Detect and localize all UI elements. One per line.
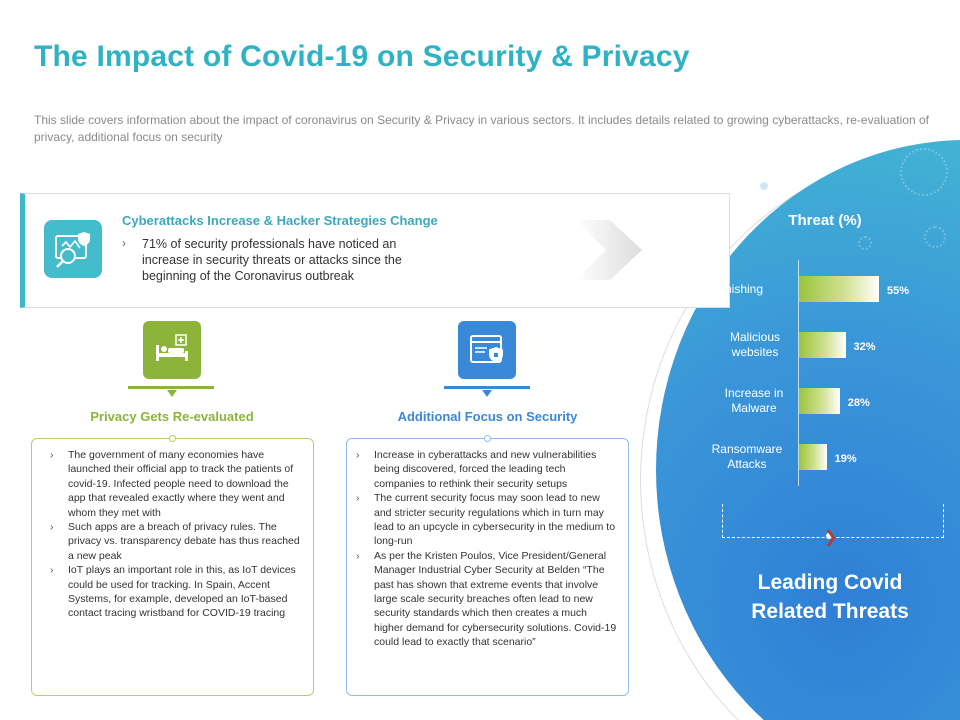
arrow-right-icon: ❯ bbox=[824, 529, 838, 546]
list-item: › The government of many economies have launched their official app to track the patients of covid-19. Infected people need to download the app that revealed exactly where they went and whom they met with bbox=[50, 448, 300, 520]
bar-value-label: 55% bbox=[887, 285, 910, 297]
bar-value-label: 19% bbox=[834, 453, 857, 465]
triangle-down-icon bbox=[167, 390, 177, 397]
virus-icon bbox=[900, 148, 948, 196]
privacy-title: Privacy Gets Re-evaluated bbox=[90, 409, 254, 424]
bar-label: Malicious websites bbox=[729, 330, 780, 359]
bar-value-label: 28% bbox=[847, 397, 870, 409]
security-divider bbox=[444, 386, 530, 389]
list-item: › Such apps are a breach of privacy rules. The privacy vs. transparency debate has thus reached a new peak bbox=[50, 520, 300, 563]
list-item: › The current security focus may soon lead to new and stricter security regulations which in turn may lead to an upcycle in cybersecurity in the medium to long-run bbox=[356, 491, 618, 549]
card-title: Cyberattacks Increase & Hacker Strategies Change bbox=[122, 213, 438, 228]
list-item: › Increase in cyberattacks and new vulnerabilities being discovered, forced the leading tech companies to rethink their security setups bbox=[356, 448, 618, 491]
browser-lock-icon bbox=[458, 321, 516, 379]
page-title: The Impact of Covid-19 on Security & Privacy bbox=[34, 40, 690, 73]
box-dot bbox=[484, 435, 491, 442]
virus-icon bbox=[858, 236, 872, 250]
security-title: Additional Focus on Security bbox=[397, 409, 578, 424]
privacy-divider bbox=[128, 386, 214, 389]
bar bbox=[799, 276, 879, 302]
bar-label: Ransomware Attacks bbox=[711, 442, 783, 471]
arc-dot bbox=[760, 182, 768, 190]
bar bbox=[799, 332, 846, 358]
bar-value-label: 32% bbox=[853, 341, 876, 353]
hospital-bed-icon bbox=[143, 321, 201, 379]
bar bbox=[799, 444, 827, 470]
page-description: This slide covers information about the impact of coronavirus on Security & Privacy in various sectors. It includes details related to growing cyberattacks, re-evaluation of privacy, additional focus on security bbox=[34, 113, 929, 144]
security-scan-icon bbox=[44, 220, 102, 278]
bar-label: Phishing bbox=[716, 281, 764, 296]
list-item: › As per the Kristen Poulos, Vice President/General Manager Industrial Cyber Security at Belden “The past has shown that extreme events that involve large scale security breaches often lead to new security standards which then creates a much higher demand for cybersecurity solutions. Covid-19 could lead to exactly that scenario” bbox=[356, 549, 618, 650]
bar-label: Increase in Malware bbox=[724, 386, 784, 415]
triangle-down-icon bbox=[482, 390, 492, 397]
security-list bbox=[356, 448, 618, 650]
chevron-right-icon bbox=[576, 212, 646, 282]
bar bbox=[799, 388, 840, 414]
virus-icon bbox=[924, 226, 946, 248]
list-item: › IoT plays an important role in this, as IoT devices could be used for tracking. In Spain, Accent Systems, for example, developed an IoT-based contact tracing wristband for COVID-19 tracing bbox=[50, 563, 300, 621]
chart-title: Threat (%) bbox=[788, 212, 862, 229]
bullet-chevron-icon: › bbox=[122, 236, 126, 250]
card-text: 71% of security professionals have noticed an increase in security threats or attacks since the beginning of the Coronavirus outbreak bbox=[142, 237, 402, 283]
box-dot bbox=[169, 435, 176, 442]
privacy-list bbox=[50, 448, 300, 621]
threats-heading: Leading Covid Related Threats bbox=[751, 571, 909, 623]
